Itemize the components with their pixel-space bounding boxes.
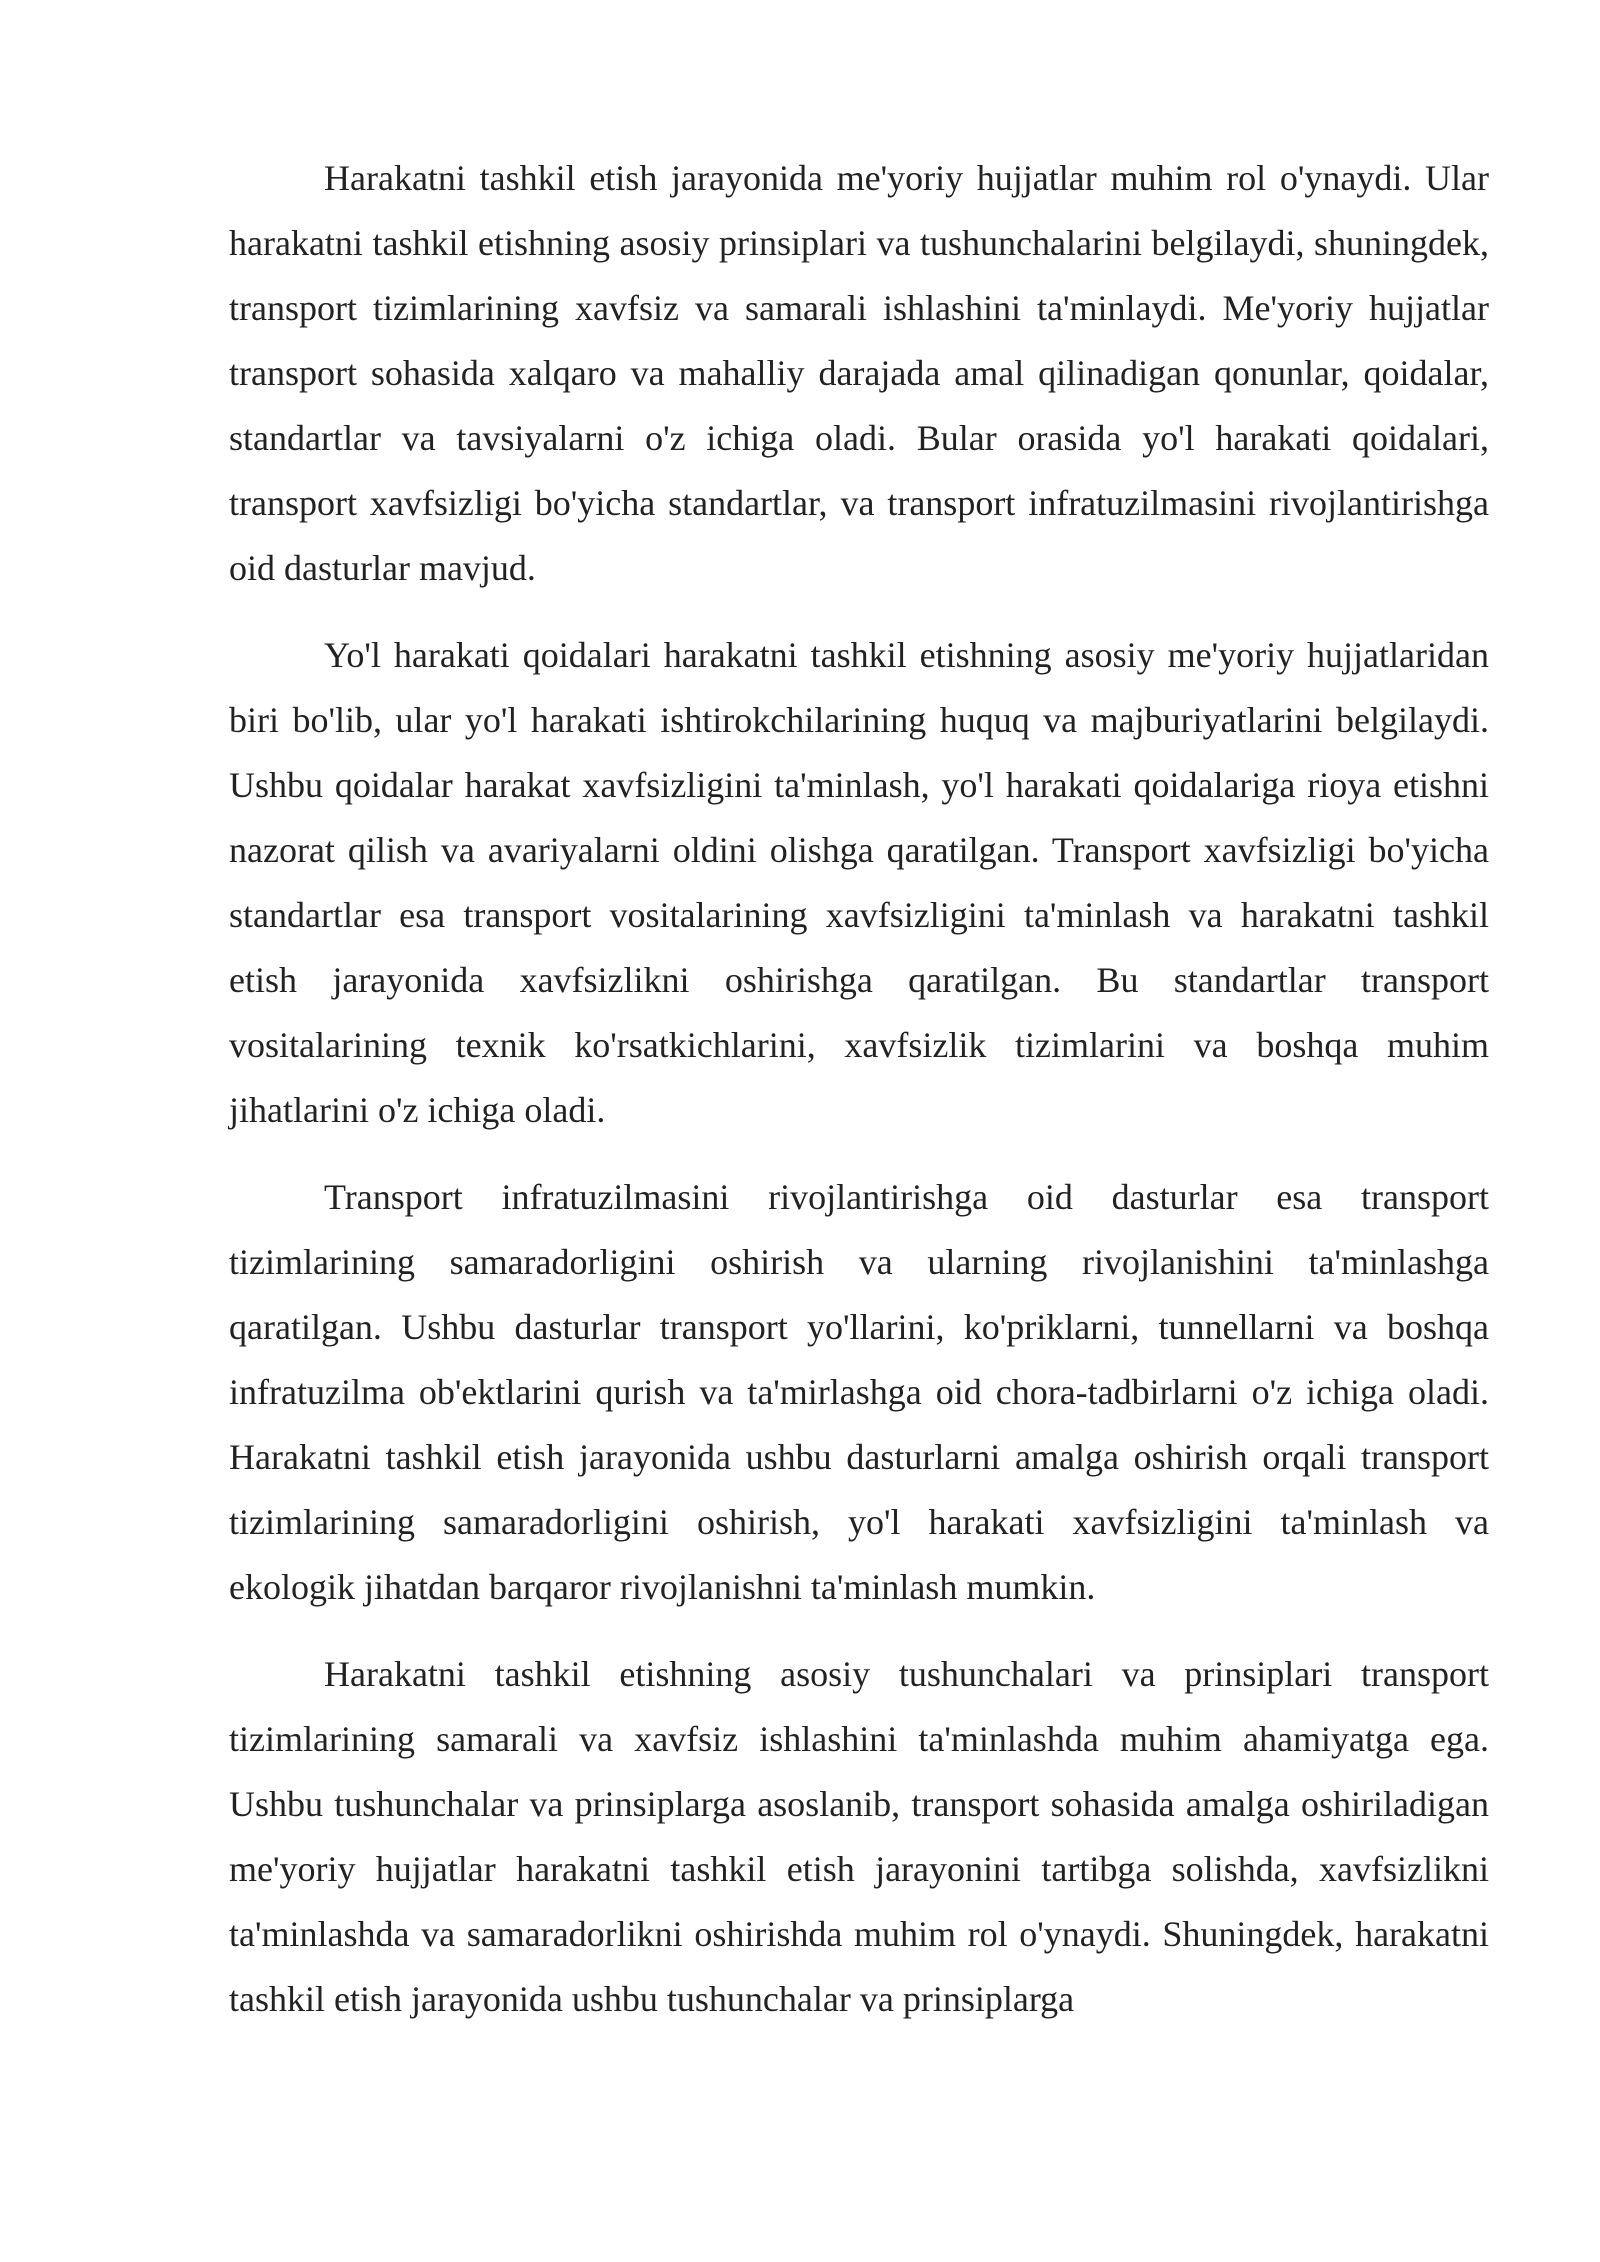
paragraph-1: Harakatni tashkil etish jarayonida me'yoriy hujjatlar muhim rol o'ynaydi. Ular harakatni tashkil etishning asosiy prinsiplari va tushunchalarini belgilaydi, shuningdek, transport tizimlarining xavfsiz va samarali ishlashini ta'minlaydi. Me'yoriy hujjatlar transport sohasida xalqaro va mahalliy darajada amal qilinadigan qonunlar, qoidalar, standartlar va tavsiyalarni o'z ichiga oladi. Bular orasida yo'l harakati qoidalari, transport xavfsizligi bo'yicha standartlar, va transport infratuzilmasini rivojlantirishga oid dasturlar mavjud. xyxy=(229,158,1489,588)
document-body xyxy=(229,146,1489,2054)
paragraph-2: Yo'l harakati qoidalari harakatni tashkil etishning asosiy me'yoriy hujjatlaridan biri bo'lib, ular yo'l harakati ishtirokchilarining huquq va majburiyatlarini belgilaydi. Ushbu qoidalar harakat xavfsizligini ta'minlash, yo'l harakati qoidalariga rioya etishni nazorat qilish va avariyalarni oldini olishga qaratilgan. Transport xavfsizligi bo'yicha standartlar esa transport vositalarining xavfsizligini ta'minlash va harakatni tashkil etish jarayonida xavfsizlikni oshirishga qaratilgan. Bu standartlar transport vositalarining texnik ko'rsatkichlarini, xavfsizlik tizimlarini va boshqa muhim jihatlarini o'z ichiga oladi. xyxy=(229,635,1489,1130)
paragraph-4: Harakatni tashkil etishning asosiy tushunchalari va prinsiplari transport tizimlarining samarali va xavfsiz ishlashini ta'minlashda muhim ahamiyatga ega. Ushbu tushunchalar va prinsiplarga asoslanib, transport sohasida amalga oshiriladigan me'yoriy hujjatlar harakatni tashkil etish jarayonini tartibga solishda, xavfsizlikni ta'minlashda va samaradorlikni oshirishda muhim rol o'ynaydi. Shuningdek, harakatni tashkil etish jarayonida ushbu tushunchalar va prinsiplarga xyxy=(229,1654,1489,2019)
paragraph-3: Transport infratuzilmasini rivojlantirishga oid dasturlar esa transport tizimlarining samaradorligini oshirish va ularning rivojlanishini ta'minlashga qaratilgan. Ushbu dasturlar transport yo'llarini, ko'priklarni, tunnellarni va boshqa infratuzilma ob'ektlarini qurish va ta'mirlashga oid chora-tadbirlarni o'z ichiga oladi. Harakatni tashkil etish jarayonida ushbu dasturlarni amalga oshirish orqali transport tizimlarining samaradorligini oshirish, yo'l harakati xavfsizligini ta'minlash va ekologik jihatdan barqaror rivojlanishni ta'minlash mumkin. xyxy=(229,1177,1489,1607)
